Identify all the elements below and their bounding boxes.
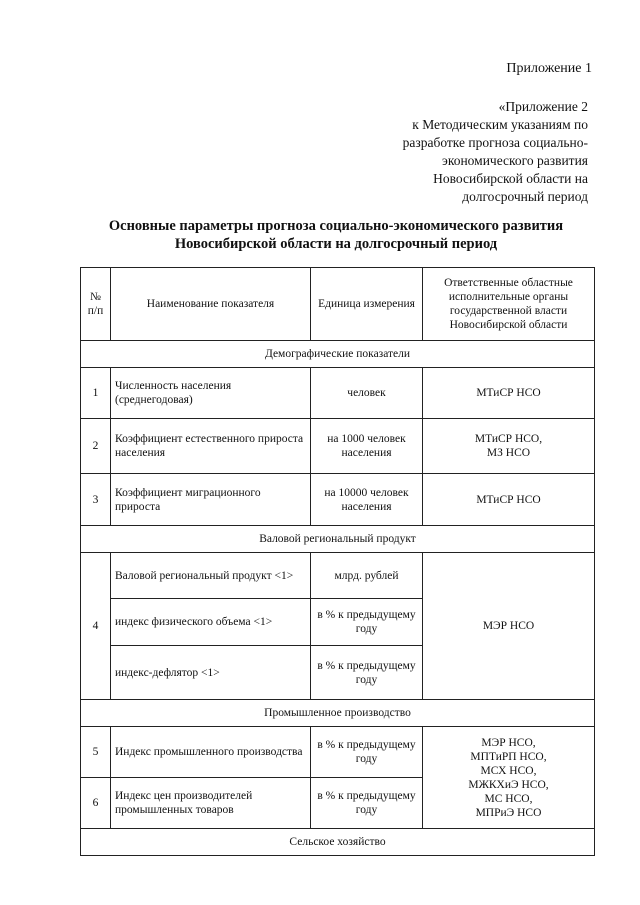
row-unit: в % к предыдущему году [311,599,423,646]
table-row [81,368,595,419]
table-row [81,727,595,778]
appendix-ref-line: Новосибирской области на [433,171,588,186]
responsible-line: МПРиЭ НСО [475,806,542,819]
document-title-line: Основные параметры прогноза социально-экономического развития [108,218,564,234]
row-num: 6 [81,778,111,829]
row-name: индекс-дефлятор <1> [111,646,311,700]
row-name: Коэффициент миграционного прироста [111,474,311,526]
row-unit: на 1000 человек населения [311,419,423,474]
appendix-ref-line: разработке прогноза социально- [402,135,588,150]
section-grp: Валовой региональный продукт [81,526,595,553]
section-industrial: Промышленное производство [81,700,595,727]
parameters-table [80,267,595,856]
document-title [80,217,592,253]
row-responsible: МЭР НСО [423,553,595,700]
row-responsible: МТиСР НСО [423,474,595,526]
appendix-ref-line: экономического развития [442,153,588,168]
row-num: 2 [81,419,111,474]
row-num: 4 [81,553,111,700]
row-num: 3 [81,474,111,526]
row-unit: человек [311,368,423,419]
appendix-ref-line: «Приложение 2 [498,99,588,114]
responsible-line: МЖКХиЭ НСО, [468,778,549,791]
section-agriculture: Сельское хозяйство [81,829,595,856]
row-unit: млрд. рублей [311,553,423,599]
row-name: Индекс цен производителей промышленных товаров [111,778,311,829]
appendix-title: Приложение 1 [506,61,592,76]
row-unit: на 10000 человек населения [311,474,423,526]
header-responsible: Ответственные областные исполнительные органы государственной власти Новосибирской области [423,268,595,341]
header-unit: Единица измерения [311,268,423,341]
row-name: Валовой региональный продукт <1> [111,553,311,599]
document-title-line: Новосибирской области на долгосрочный период [174,236,498,252]
section-row [81,526,595,553]
appendix-ref-line: к Методическим указаниям по [412,117,588,132]
row-unit: в % к предыдущему году [311,646,423,700]
responsible-line: МЭР НСО, [481,736,536,749]
row-name: индекс физического объема <1> [111,599,311,646]
appendix-reference [328,98,588,206]
table-row [81,553,595,599]
responsible-line: МЗ НСО [486,447,531,459]
row-name: Численность населения (среднегодовая) [111,368,311,419]
table-row [81,474,595,526]
row-name: Коэффициент естественного прироста населения [111,419,311,474]
row-num: 1 [81,368,111,419]
row-num: 5 [81,727,111,778]
row-name: Индекс промышленного производства [111,727,311,778]
section-row [81,829,595,856]
section-row [81,341,595,368]
header-name: Наименование показателя [111,268,311,341]
section-row [81,700,595,727]
section-demographic: Демографические показатели [81,341,595,368]
row-unit: в % к предыдущему году [311,727,423,778]
row-unit: в % к предыдущему году [311,778,423,829]
responsible-line: МС НСО, [484,792,533,805]
header-num: № п/п [81,268,111,341]
row-responsible: МТиСР НСО [423,368,595,419]
row-responsible [423,727,595,829]
appendix-ref-line: долгосрочный период [462,189,588,204]
responsible-line: МСХ НСО, [480,764,537,777]
table-row [81,419,595,474]
row-responsible [423,419,595,474]
responsible-line: МТиСР НСО, [474,433,543,445]
table-header-row [81,268,595,341]
responsible-line: МПТиРП НСО, [470,750,547,763]
